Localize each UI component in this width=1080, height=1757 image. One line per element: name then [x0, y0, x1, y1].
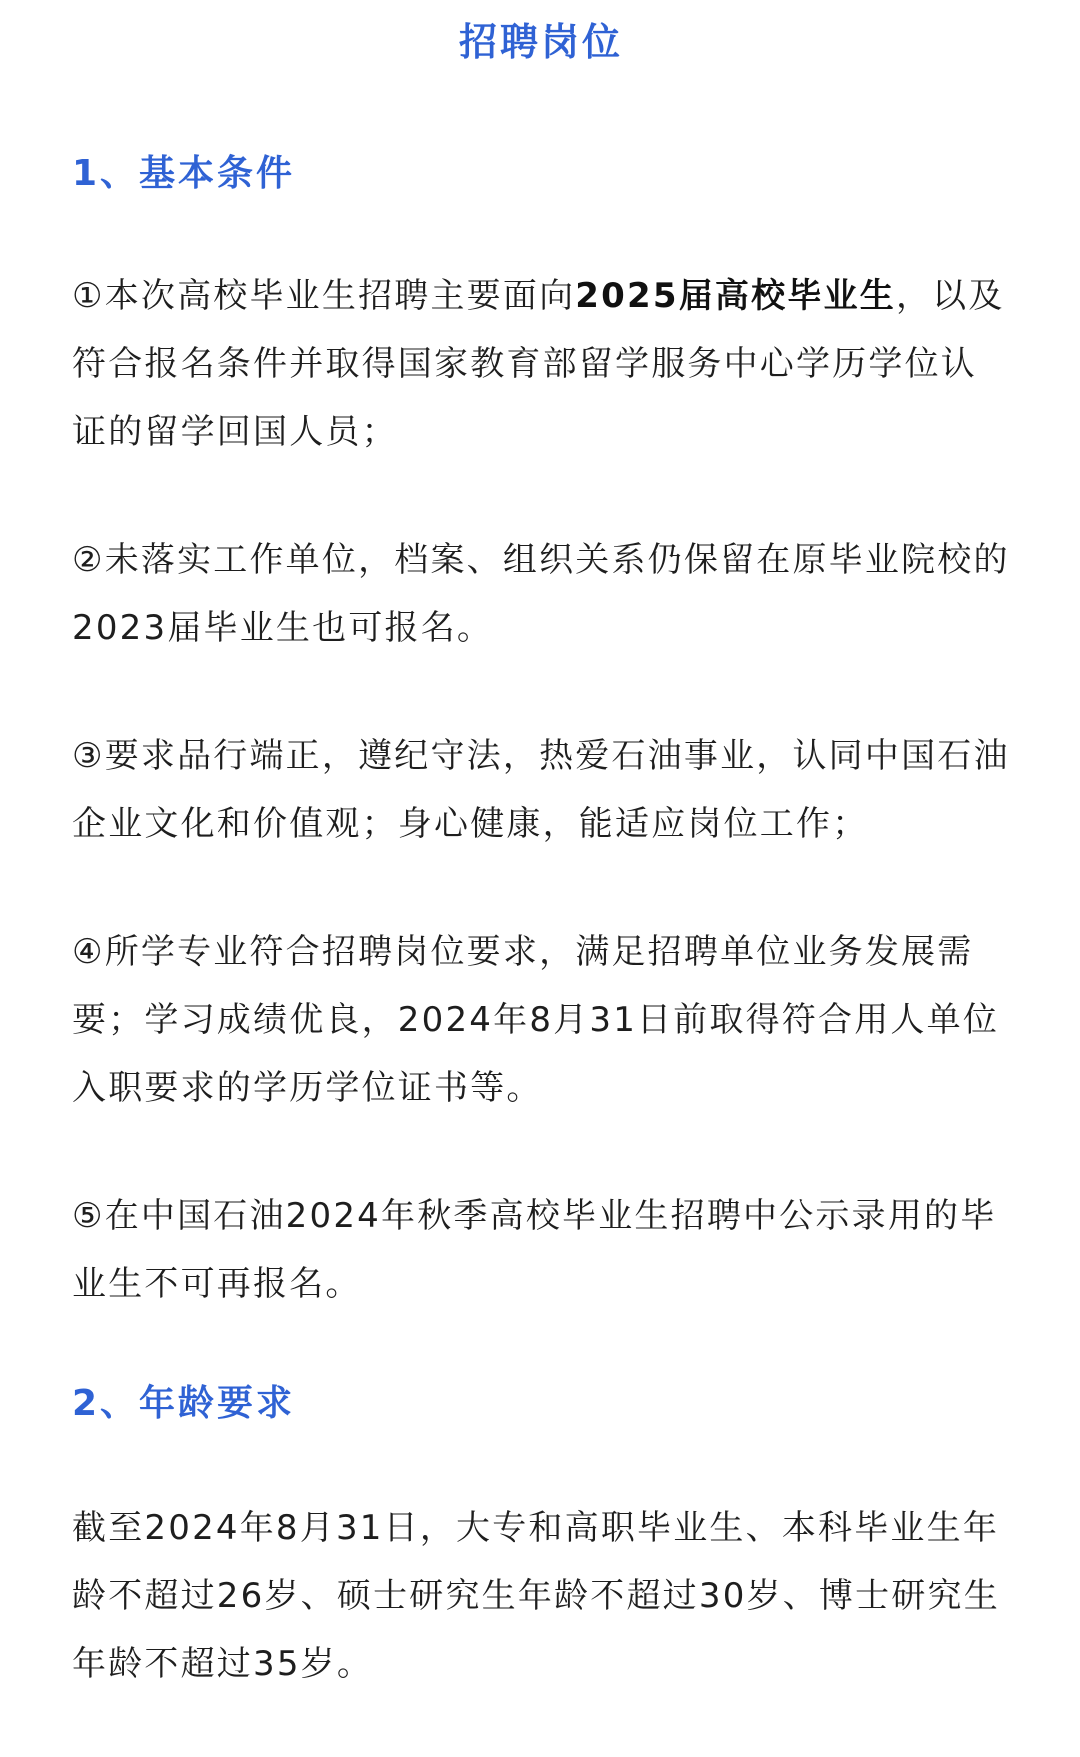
condition-item-4 [72, 918, 1010, 1122]
condition-item-5 [72, 1182, 1010, 1318]
section-heading-basic-conditions: 1、基本条件 [72, 153, 296, 194]
page-title: 招聘岗位 [458, 20, 623, 64]
item-text-post: ，以及符合报名条件并取得国家教育部留学服务中心学历学位认证的留学回国人员； [72, 276, 1005, 452]
item-marker: ② [72, 540, 105, 580]
item-text: 未落实工作单位，档案、组织关系仍保留在原毕业院校的2023届毕业生也可报名。 [72, 540, 1010, 648]
condition-item-3 [72, 722, 1010, 858]
age-requirement-text: 截至2024年8月31日，大专和高职毕业生、本科毕业生年龄不超过26岁、硕士研究生年龄不超过30岁、博士研究生年龄不超过35岁。 [72, 1508, 1000, 1684]
item-text: 在中国石油2024年秋季高校毕业生招聘中公示录用的毕业生不可再报名。 [72, 1196, 997, 1304]
item-marker: ③ [72, 736, 105, 776]
item-text: 所学专业符合招聘岗位要求，满足招聘单位业务发展需要；学习成绩优良，2024年8月31日前取得符合用人单位入职要求的学历学位证书等。 [72, 932, 1000, 1108]
item-marker: ④ [72, 932, 105, 972]
condition-item-2 [72, 526, 1010, 662]
item-marker: ⑤ [72, 1196, 105, 1236]
item-text-bold: 2025届高校毕业生 [575, 276, 896, 316]
condition-item-1 [72, 262, 1010, 466]
item-text-pre: 本次高校毕业生招聘主要面向 [104, 276, 576, 316]
item-marker: ① [72, 276, 105, 316]
item-text: 要求品行端正，遵纪守法，热爱石油事业，认同中国石油企业文化和价值观；身心健康，能适应岗位工作； [72, 736, 1010, 844]
section-heading-age-requirement: 2、年龄要求 [72, 1383, 296, 1424]
